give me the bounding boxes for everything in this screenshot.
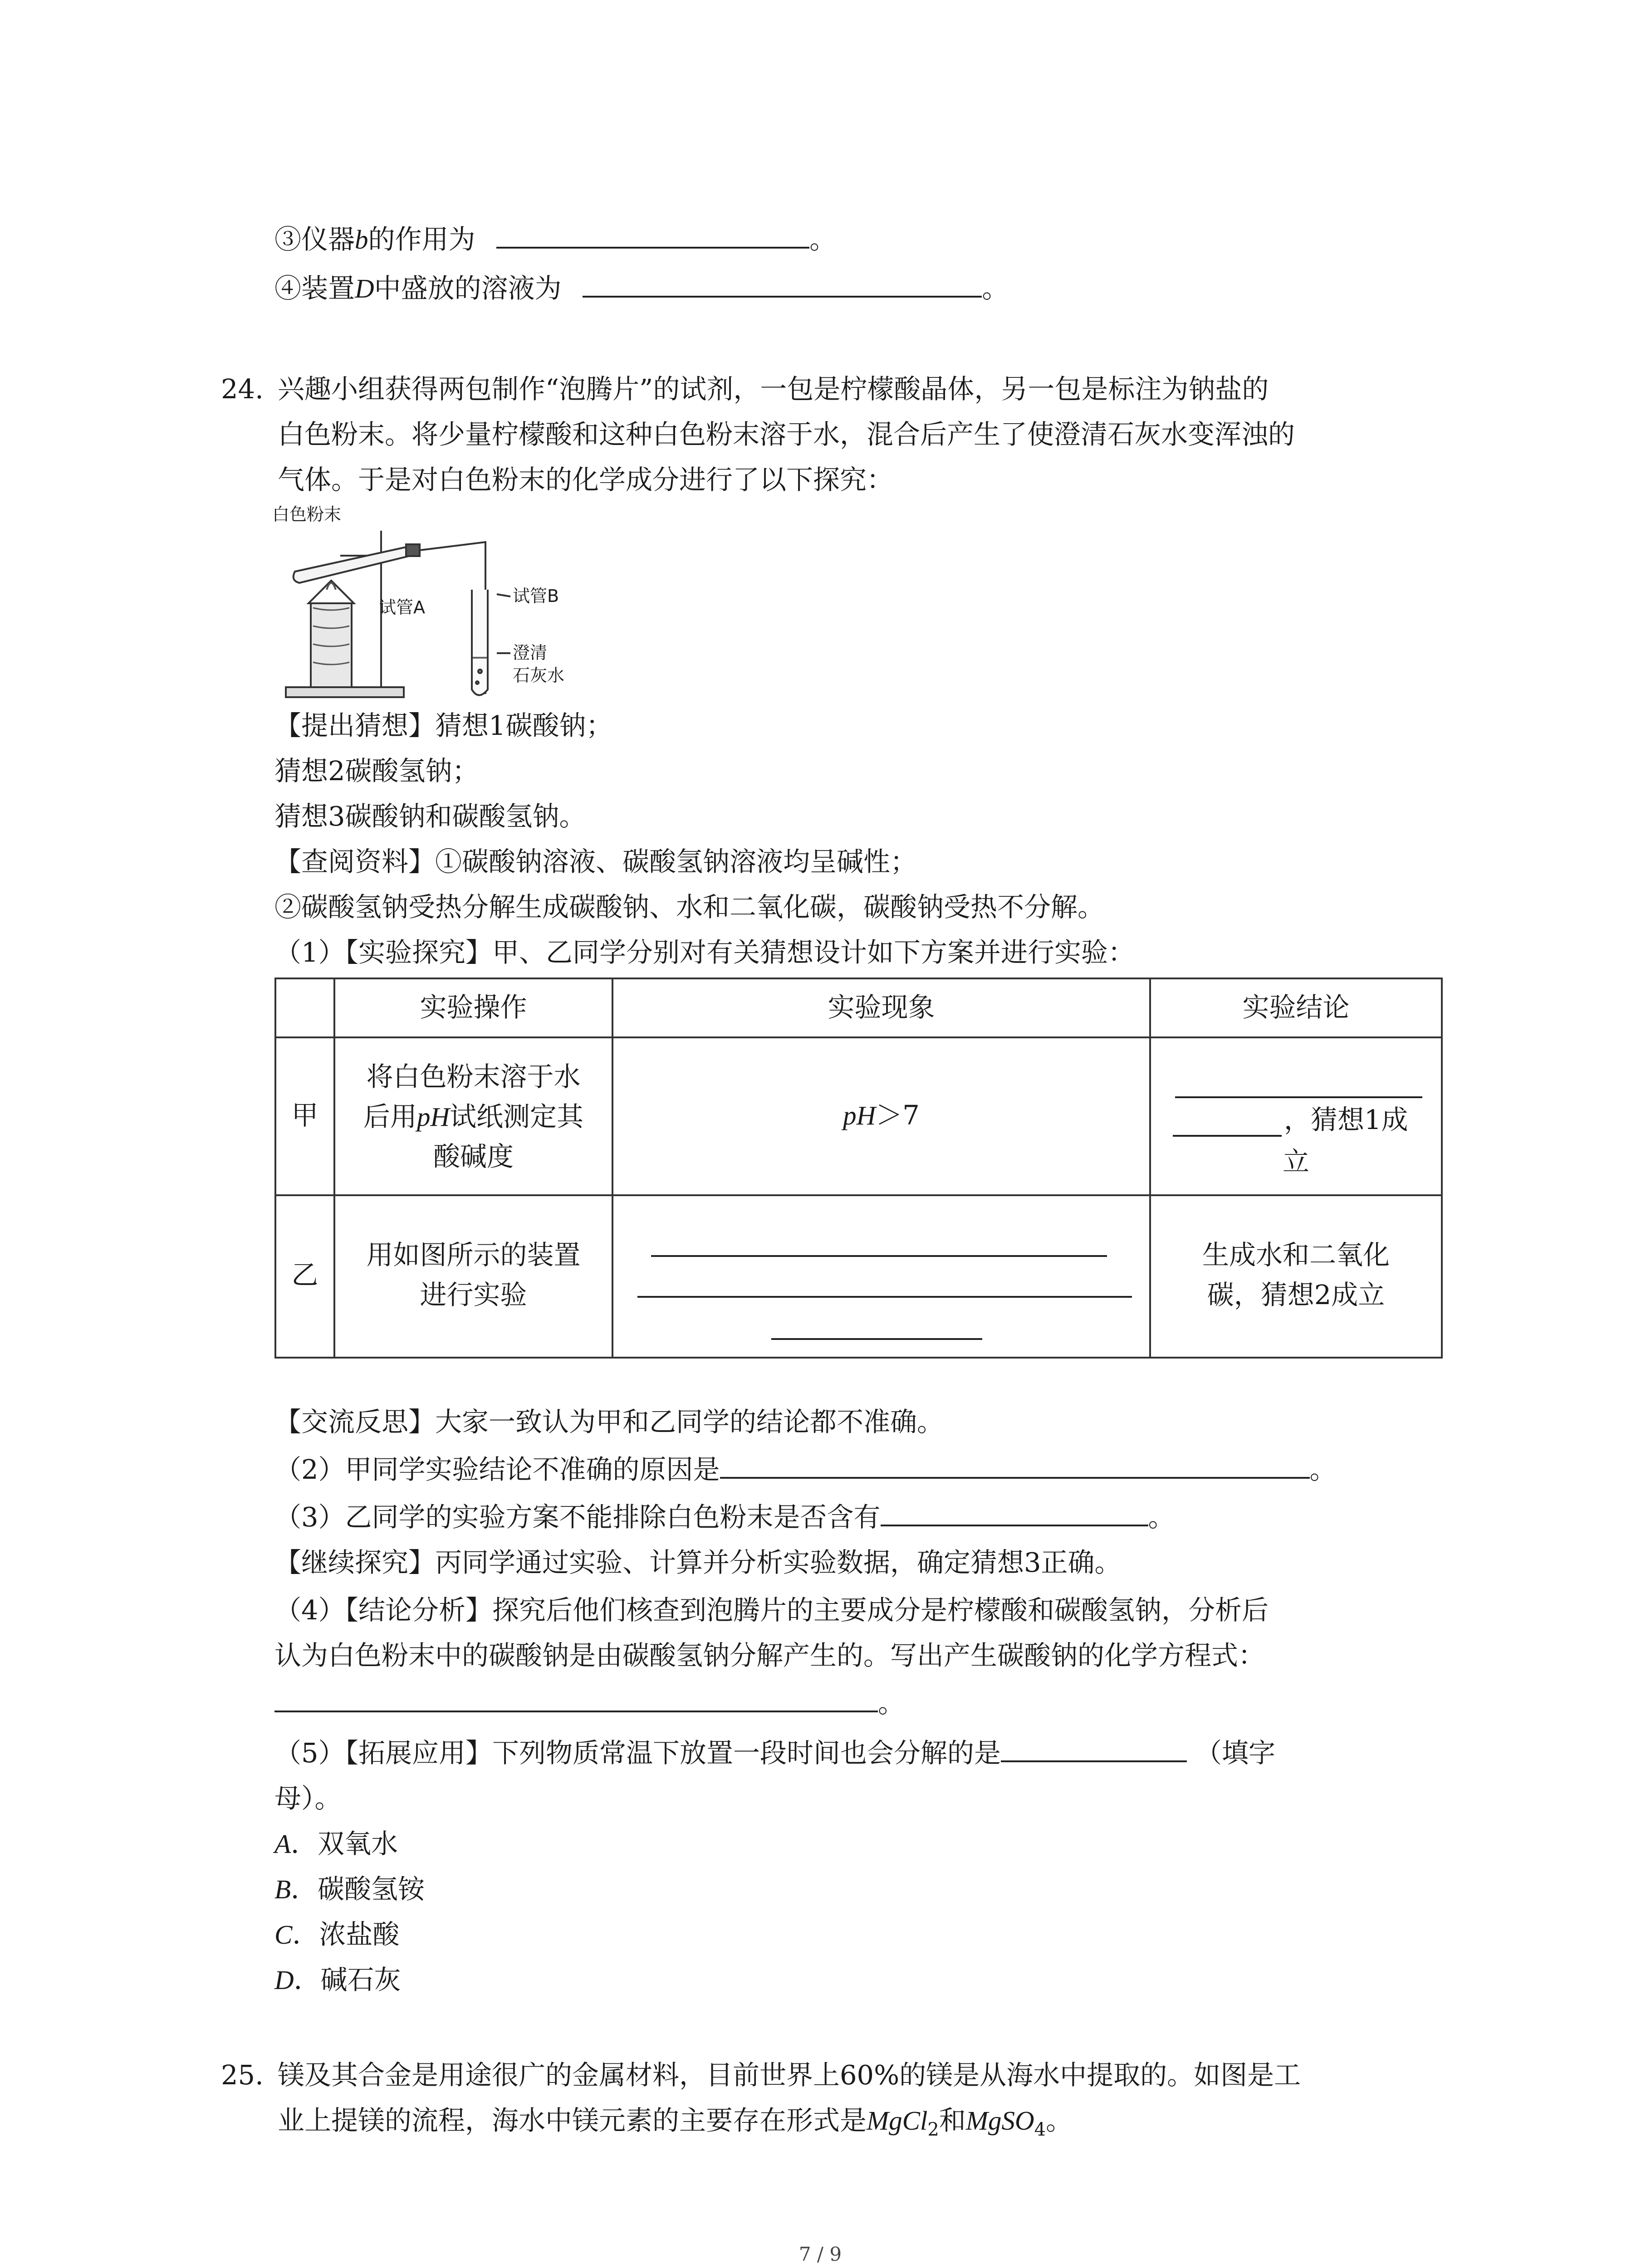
answer-blank[interactable] xyxy=(496,229,809,249)
q23-item3: ③仪器b的作用为 。 xyxy=(274,224,837,255)
hypothesis-1: 【提出猜想】猜想1碳酸钠； xyxy=(274,710,613,741)
row2-conclusion-line2: 碳，猜想2成立 xyxy=(1207,1279,1385,1310)
label-limewater-2: 石灰水 xyxy=(513,665,565,685)
part5-line1: （5）【拓展应用】下列物质常温下放置一段时间也会分解的是 （填字 xyxy=(274,1737,1276,1769)
option-c: C．浓盐酸 xyxy=(274,1919,400,1950)
header-operation: 实验操作 xyxy=(420,992,527,1023)
q25-number: 25. xyxy=(221,2059,264,2091)
part4-line1: （4）【结论分析】探究后他们核查到泡腾片的主要成分是柠檬酸和碳酸氢钠，分析后 xyxy=(274,1594,1269,1626)
apparatus-drawing xyxy=(272,503,617,703)
row1-operation-line3: 酸碱度 xyxy=(433,1141,514,1172)
row2-phenomenon-blank-3[interactable] xyxy=(771,1338,982,1340)
answer-blank[interactable] xyxy=(1001,1742,1187,1762)
row1-conclusion-blank-1[interactable] xyxy=(1175,1096,1422,1098)
label-white-powder: 白色粉末 xyxy=(272,504,342,524)
option-d: D．碱石灰 xyxy=(274,1964,401,1995)
row2-phenomenon-blank-1[interactable] xyxy=(651,1255,1107,1257)
part4-equation: 。 xyxy=(274,1685,905,1721)
row1-conclusion-end: 立 xyxy=(1282,1146,1309,1177)
option-a: A．双氧水 xyxy=(274,1828,398,1859)
row-label-jia: 甲 xyxy=(291,1100,318,1131)
row-label-yi: 乙 xyxy=(291,1259,318,1290)
part4-line2: 认为白色粉末中的碳酸钠是由碳酸氢钠分解产生的。写出产生碳酸钠的化学方程式： xyxy=(274,1640,1265,1671)
part3: （3）乙同学的实验方案不能排除白色粉末是否含有 。 xyxy=(274,1501,1175,1533)
further-exploration: 【继续探究】丙同学通过实验、计算并分析实验数据，确定猜想3正确。 xyxy=(274,1547,1122,1578)
row1-operation-line1: 将白色粉末溶于水 xyxy=(366,1061,581,1092)
answer-blank[interactable] xyxy=(881,1506,1148,1526)
row1-conclusion-text: ，猜想1成 xyxy=(1284,1104,1408,1135)
info-2: ②碳酸氢钠受热分解生成碳酸钠、水和二氧化碳，碳酸钠受热不分解。 xyxy=(274,891,1105,923)
info-1: 【查阅资料】①碳酸钠溶液、碳酸氢钠溶液均呈碱性； xyxy=(274,846,917,877)
header-phenomenon: 实验现象 xyxy=(828,992,935,1023)
q25-line2: 业上提镁的流程，海水中镁元素的主要存在形式是MgCl$_2$和MgSO$_4$。 xyxy=(278,2105,1073,2140)
answer-blank[interactable] xyxy=(274,1692,878,1712)
hypothesis-3: 猜想3碳酸钠和碳酸氢钠。 xyxy=(274,801,586,832)
answer-blank[interactable] xyxy=(583,278,982,298)
q24-intro-line1: 兴趣小组获得两包制作“泡腾片”的试剂，一包是柠檬酸晶体，另一包是标注为钠盐的 xyxy=(278,373,1269,405)
option-b: B．碳酸氢铵 xyxy=(274,1873,425,1905)
experiment-table xyxy=(274,978,1443,1359)
q24-number: 24. xyxy=(221,373,264,405)
answer-blank[interactable] xyxy=(720,1459,1310,1479)
part1: （1）【实验探究】甲、乙同学分别对有关猜想设计如下方案并进行实验： xyxy=(274,937,1135,968)
row2-operation-line1: 用如图所示的装置 xyxy=(366,1239,581,1271)
row1-phenomenon: pH＞7 xyxy=(843,1100,920,1131)
part5-line2: 母）。 xyxy=(274,1783,342,1814)
q23-item4: ④装置D中盛放的溶液为 。 xyxy=(274,273,1009,304)
row1-operation-line2: 后用pH试纸测定其 xyxy=(363,1101,584,1132)
reflection: 【交流反思】大家一致认为甲和乙同学的结论都不准确。 xyxy=(274,1406,944,1437)
row2-conclusion-line1: 生成水和二氧化 xyxy=(1202,1239,1390,1271)
label-test-tube-a: 试管A xyxy=(379,597,425,617)
q24-intro-line3: 气体。于是对白色粉末的化学成分进行了以下探究： xyxy=(278,464,894,495)
label-limewater-1: 澄清 xyxy=(513,643,548,663)
hypothesis-2: 猜想2碳酸氢钠； xyxy=(274,755,479,787)
q24-intro-line2: 白色粉末。将少量柠檬酸和这种白色粉末溶于水，混合后产生了使澄清石灰水变浑浊的 xyxy=(278,419,1295,450)
apparatus-figure xyxy=(272,503,617,703)
header-conclusion: 实验结论 xyxy=(1242,992,1350,1023)
row2-phenomenon-blank-2[interactable] xyxy=(637,1296,1132,1298)
page-number: 7 / 9 xyxy=(798,2243,842,2265)
part2: （2）甲同学实验结论不准确的原因是 。 xyxy=(274,1454,1337,1485)
label-test-tube-b: 试管B xyxy=(513,586,559,606)
row1-conclusion-blank-2[interactable] xyxy=(1173,1135,1282,1137)
q25-line1: 镁及其合金是用途很广的金属材料，目前世界上60%的镁是从海水中提取的。如图是工 xyxy=(278,2059,1301,2091)
row2-operation-line2: 进行实验 xyxy=(420,1279,527,1310)
